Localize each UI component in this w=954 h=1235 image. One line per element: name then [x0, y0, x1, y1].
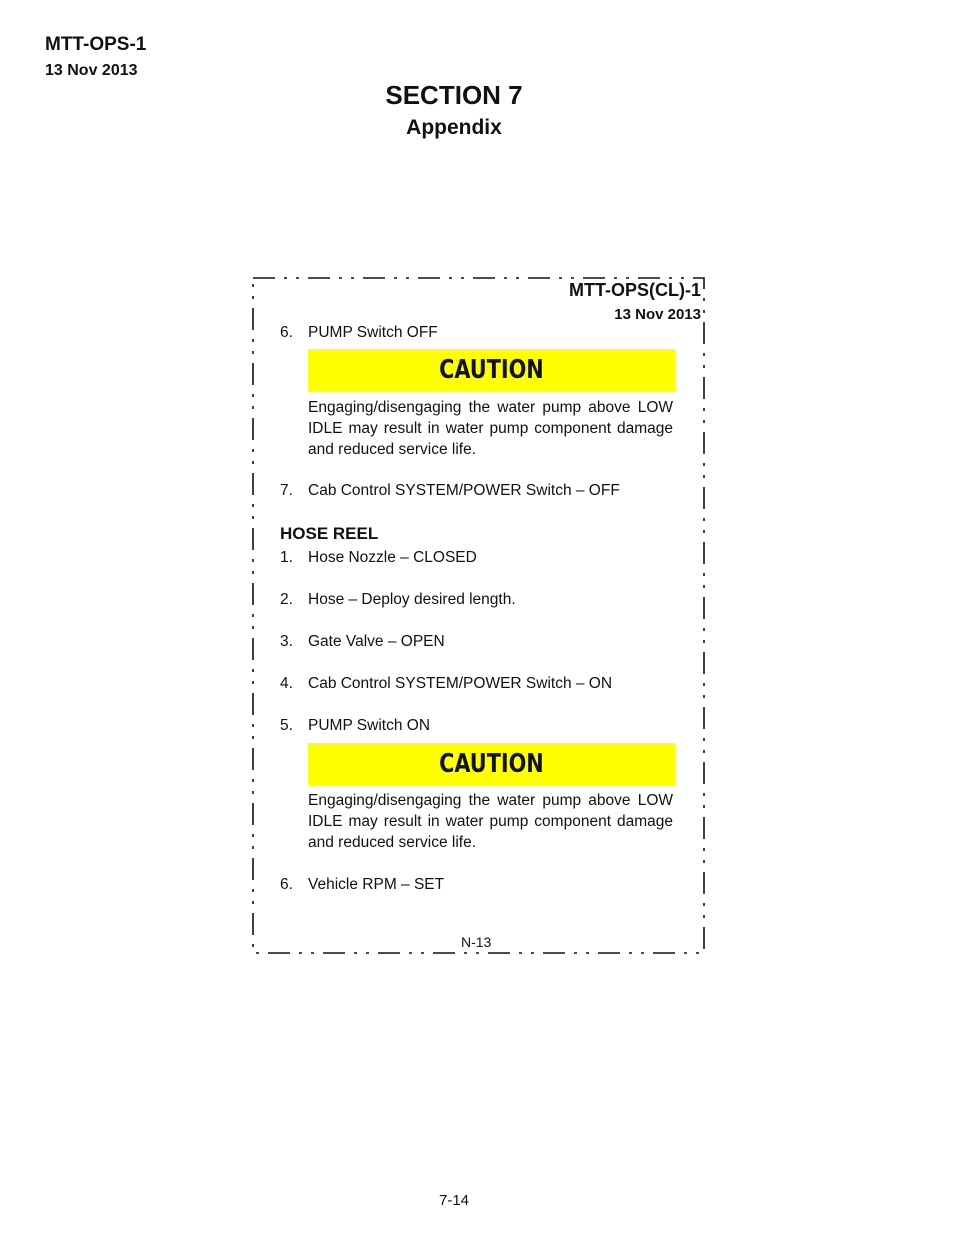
step-text: Gate Valve – OPEN	[308, 633, 445, 650]
step-number: 2.	[280, 591, 293, 608]
step-pump-off	[280, 324, 438, 342]
checklist-card	[252, 277, 705, 954]
step-cab-control-off	[280, 482, 620, 500]
step-text: Cab Control SYSTEM/POWER Switch – OFF	[308, 482, 620, 499]
step-text: Cab Control SYSTEM/POWER Switch – ON	[308, 675, 613, 692]
step-cab-control-on	[280, 675, 612, 693]
step-text: PUMP Switch ON	[308, 717, 431, 734]
caution-label: CAUTION	[439, 749, 544, 779]
section-title: SECTION 7	[385, 80, 523, 110]
card-page-number: N-13	[461, 934, 492, 950]
step-number: 3.	[280, 633, 293, 650]
step-text: PUMP Switch OFF	[308, 324, 438, 341]
step-number: 7.	[280, 482, 293, 499]
caution-label: CAUTION	[439, 355, 544, 385]
step-gate-valve	[280, 633, 445, 651]
step-text: Hose – Deploy desired length.	[308, 591, 516, 608]
step-number: 1.	[280, 549, 293, 566]
hose-reel-heading: HOSE REEL	[280, 524, 379, 543]
page-number: 7-14	[438, 1192, 470, 1209]
caution-note: Engaging/disengaging the water pump above LOW IDLE may result in water pump component damage and reduced service life.	[308, 399, 673, 458]
caution-banner	[308, 349, 675, 391]
document-date: 13 Nov 2013	[45, 62, 138, 79]
caution-note: Engaging/disengaging the water pump above LOW IDLE may result in water pump component damage and reduced service life.	[308, 792, 673, 851]
step-text: Hose Nozzle – CLOSED	[308, 549, 477, 566]
step-number: 4.	[280, 675, 293, 692]
step-number: 5.	[280, 717, 293, 734]
step-pump-on	[280, 717, 430, 735]
step-hose-nozzle	[280, 549, 477, 567]
step-hose-deploy	[280, 591, 516, 609]
step-text: Vehicle RPM – SET	[308, 876, 445, 893]
caution-banner	[308, 743, 675, 785]
step-number: 6.	[280, 876, 293, 893]
step-number: 6.	[280, 324, 293, 341]
card-document-date: 13 Nov 2013	[614, 306, 701, 323]
card-document-id: MTT-OPS(CL)-1	[569, 280, 701, 300]
step-vehicle-rpm	[280, 876, 444, 894]
section-subtitle: Appendix	[406, 116, 502, 139]
document-id: MTT-OPS-1	[45, 34, 147, 55]
